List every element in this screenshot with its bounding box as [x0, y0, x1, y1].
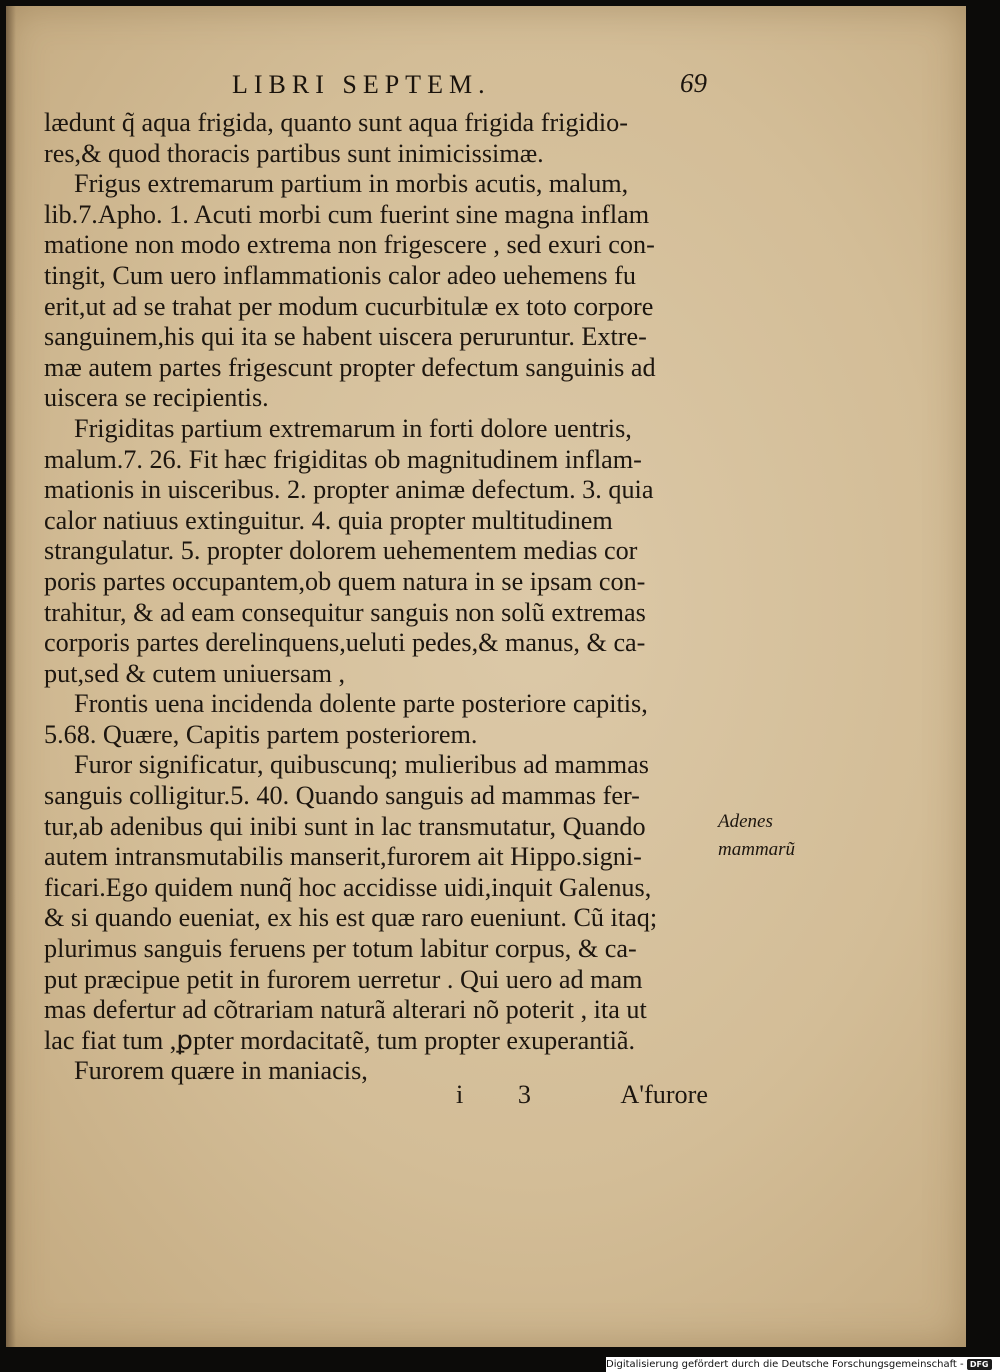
- text-line: lib.7.Apho. 1. Acuti morbi cum fuerint sine magna inflam: [44, 199, 650, 229]
- marginal-note: [718, 808, 795, 864]
- signature-mark: i 3: [456, 1080, 555, 1109]
- text-line: put præcipue petit in furorem uerretur . Qui uero ad mam: [44, 964, 643, 994]
- text-line: malum.7. 26. Fit hæc frigiditas ob magnitudinem inflam-: [44, 444, 642, 474]
- text-line: uiscera se recipientis.: [44, 383, 269, 413]
- text-line: sanguis colligitur.5. 40. Quando sanguis ad mammas fer-: [44, 781, 640, 811]
- page-number: 69: [680, 68, 707, 98]
- text-line: mationis in uisceribus. 2. propter animæ defectum. 3. quia: [44, 475, 654, 505]
- text-line: res,& quod thoracis partibus sunt inimicissimæ.: [44, 138, 544, 168]
- text-line: tur,ab adenibus qui inibi sunt in lac transmutatur, Quando: [44, 811, 646, 841]
- text-line: Furor significatur, quibuscunq; mulieribus ad mammas: [74, 750, 649, 780]
- text-line: tingit, Cum uero inflammationis calor adeo uehemens fu: [44, 260, 636, 290]
- text-line: Furorem quære in maniacis,: [74, 1056, 368, 1086]
- text-line: mæ autem partes frigescunt propter defectum sanguinis ad: [44, 352, 656, 382]
- text-line: corporis partes derelinquens,ueluti pedes,& manus, & ca-: [44, 628, 646, 658]
- text-line: & si quando eueniat, ex his est quæ raro eueniunt. Cũ itaq;: [44, 903, 658, 933]
- text-line: erit,ut ad se trahat per modum cucurbitulæ ex toto corpore: [44, 291, 654, 321]
- text-line: lædunt q̃ aqua frigida, quanto sunt aqua frigida frigidio-: [44, 108, 628, 137]
- catchword: A'furore: [620, 1080, 708, 1109]
- text-line: ficari.Ego quidem nunq̃ hoc accidisse uidi,inquit Galenus,: [44, 872, 652, 902]
- digitization-credit: [606, 1357, 1000, 1372]
- text-line: 5.68. Quære, Capitis partem posteriorem.: [44, 719, 478, 749]
- running-head: LIBRI SEPTEM.: [232, 70, 491, 99]
- text-line: plurimus sanguis feruens per totum labitur corpus, & ca-: [44, 934, 637, 964]
- credit-text: Digitalisierung gefördert durch die Deutsche Forschungsgemeinschaft -: [606, 1359, 964, 1370]
- text-line: poris partes occupantem,ob quem natura in se ipsam con-: [44, 566, 646, 596]
- text-line: put,sed & cutem uniuersam ,: [44, 658, 346, 688]
- text-line: calor natiuus extinguitur. 4. quia propter multitudinem: [44, 505, 613, 535]
- dfg-logo: DFG: [967, 1359, 992, 1370]
- text-line: mas defertur ad cõtrariam naturã alterari nõ poterit , ita ut: [44, 995, 647, 1025]
- text-line: sanguinem,his qui ita se habent uiscera peruruntur. Extre-: [44, 322, 647, 352]
- marginal-note-line: Adenes: [718, 811, 773, 832]
- page-foot: [44, 1080, 716, 1110]
- marginal-note-line: mammarũ: [718, 839, 796, 860]
- text-line: matione non modo extrema non frigescere , sed exuri con-: [44, 230, 655, 260]
- text-line: Frigus extremarum partium in morbis acutis, malum,: [74, 169, 629, 199]
- text-line: Frontis uena incidenda dolente parte posteriore capitis,: [74, 689, 648, 719]
- text-line: trahitur, & ad eam consequitur sanguis non solũ extremas: [44, 597, 646, 627]
- text-line: strangulatur. 5. propter dolorem uehementem medias cor: [44, 536, 638, 566]
- page-gutter-shadow: [6, 6, 16, 1347]
- text-line: Frigiditas partium extremarum in forti dolore uentris,: [74, 413, 632, 443]
- text-line: lac fiat tum ,ꝑpter mordacitatẽ, tum propter exuperantiã.: [44, 1025, 636, 1055]
- text-line: autem intransmutabilis manserit,furorem ait Hippo.signi-: [44, 842, 642, 872]
- body-text: [44, 108, 716, 1087]
